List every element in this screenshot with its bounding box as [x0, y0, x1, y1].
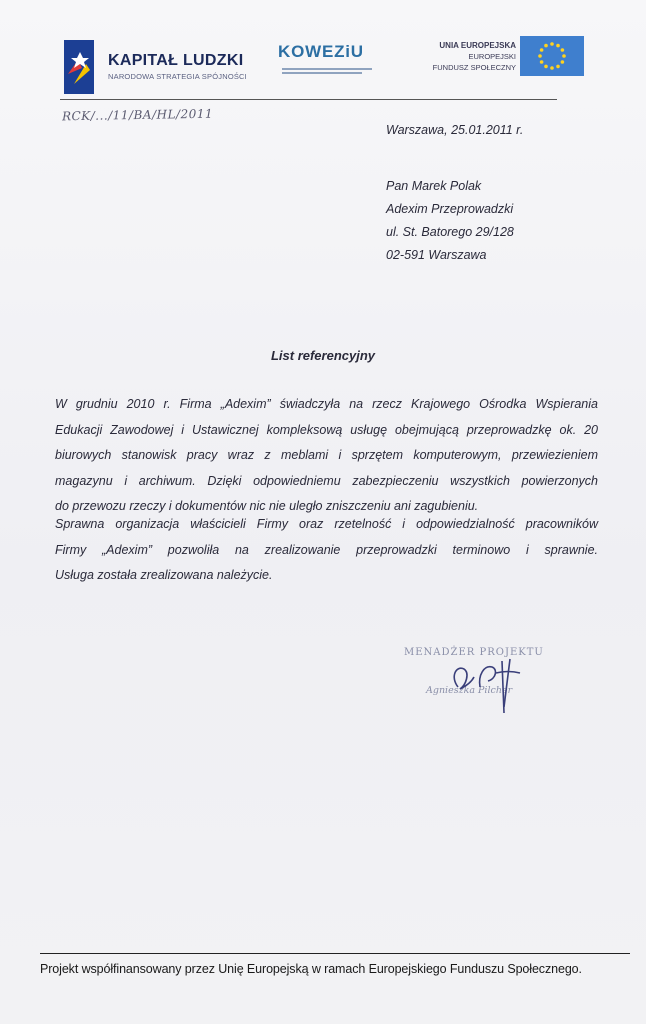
paragraph-line: do przewozu rzeczy i dokumentów nic nie uległo zniszczeniu ani zagubieniu. [55, 499, 479, 513]
recipient-company: Adexim Przeprowadzki [386, 202, 514, 216]
paragraph-line: W grudniu 2010 r. Firma „Adexim” świadczyła na rzecz Krajowego Ośrodka Wspierania [55, 397, 598, 411]
footer-divider [40, 953, 630, 954]
stamp-title: MENADŻER PROJEKTU [404, 647, 544, 658]
footer-note: Projekt współfinansowany przez Unię Europejską w ramach Europejskiego Funduszu Społecznego. [40, 962, 582, 976]
letter-paragraph-1 [55, 392, 598, 520]
eu-line-3: FUNDUSZ SPOŁECZNY [432, 63, 516, 72]
paragraph-line: Edukacji Zawodowej i Ustawicznej kompleksową usługę obejmującą przeprowadzkę ok. 20 [55, 422, 598, 437]
paragraph-line: Usługa została zrealizowana należycie. [55, 568, 273, 582]
letter-paragraph-2 [55, 512, 598, 589]
koweziu-logo [278, 40, 384, 88]
recipient-address [386, 175, 514, 267]
eu-logo-text [433, 40, 516, 73]
letter-title: List referencyjny [270, 348, 376, 363]
kapital-ludzki-logo [64, 38, 249, 94]
recipient-street: ul. St. Batorego 29/128 [386, 225, 514, 239]
eu-logo [418, 36, 584, 80]
recipient-name: Pan Marek Polak [386, 179, 482, 193]
kapital-ludzki-emblem-icon [64, 40, 94, 94]
stamp-name: Agnieszka Pilcher [426, 685, 513, 696]
paragraph-line: Firmy „Adexim” pozwoliła na zrealizowanie przeprowadzki terminowo i sprawnie. [55, 542, 598, 557]
place-date: Warszawa, 25.01.2011 r. [386, 123, 524, 137]
eu-line-1: UNIA EUROPEJSKA [439, 41, 516, 50]
koweziu-title: KOWEZiU [278, 42, 364, 61]
paragraph-line: magazynu i archiwum. Dzięki odpowiedniemu zabezpieczeniu wszystkich powierzonych [55, 473, 598, 488]
kapital-ludzki-title: KAPITAŁ LUDZKI [108, 52, 244, 69]
eu-line-2: EUROPEJSKI [468, 52, 516, 61]
header-divider [60, 99, 557, 100]
koweziu-subtitle-lines [282, 66, 377, 78]
handwritten-reference: RCK/.../11/BA/HL/2011 [61, 106, 214, 124]
signature-stamp [400, 645, 544, 715]
recipient-city: 02-591 Warszawa [386, 248, 487, 262]
paragraph-line: Sprawna organizacja właścicieli Firmy oraz rzetelność i odpowiedzialność pracowników [55, 517, 598, 531]
eu-flag-icon [520, 36, 584, 76]
handwritten-signature-icon [444, 651, 524, 715]
kapital-ludzki-subtitle: NARODOWA STRATEGIA SPÓJNOŚCI [108, 72, 247, 81]
paragraph-line: biurowych stanowisk pracy wraz z meblami i sprzętem komputerowym, przewiezieniem [55, 448, 598, 462]
